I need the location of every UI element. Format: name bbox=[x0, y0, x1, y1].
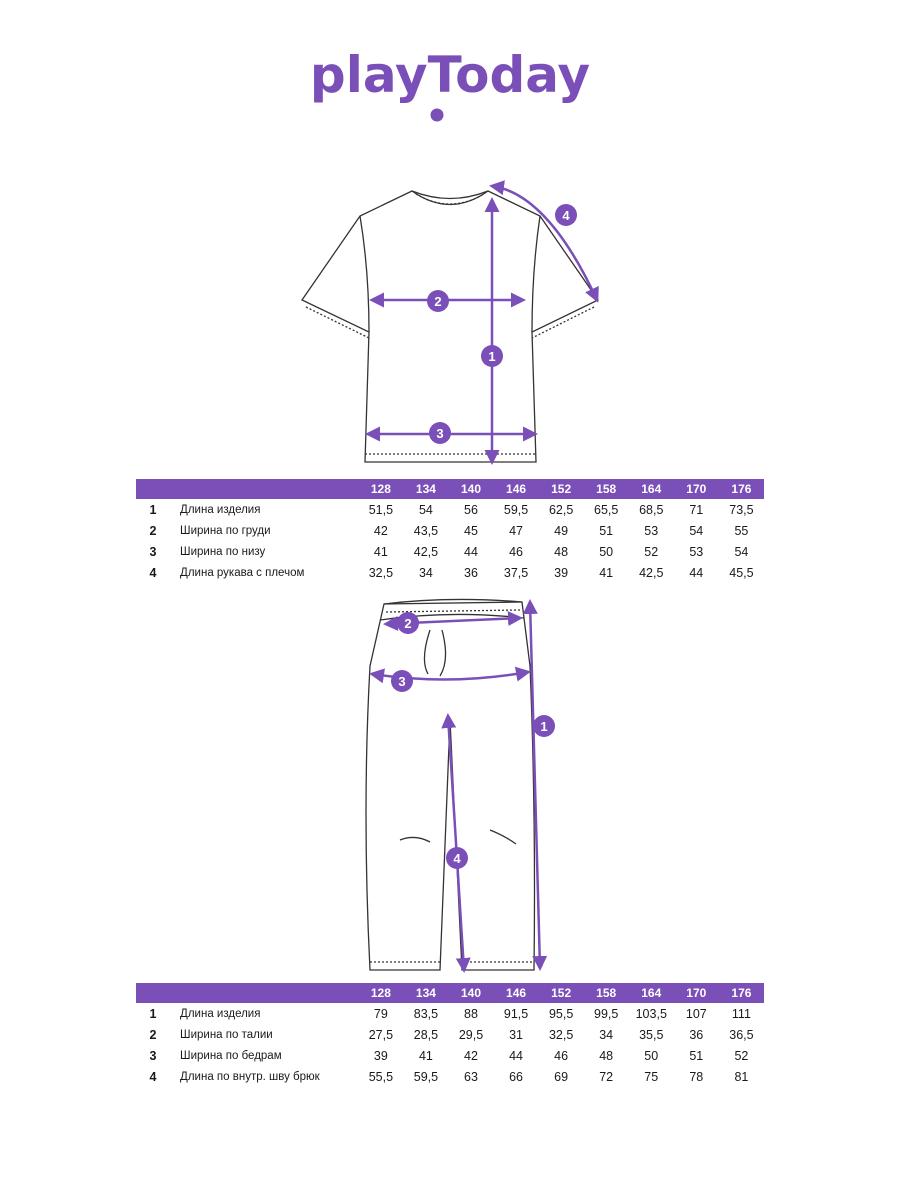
table-row: 1 Длина изделия 51,5 54 56 59,5 62,5 65,5 68,5 71 73,5 bbox=[149, 502, 754, 517]
marker-4 bbox=[555, 204, 577, 226]
marker-3 bbox=[429, 422, 451, 444]
marker-2 bbox=[397, 612, 419, 634]
size-header: 176 bbox=[719, 983, 764, 1003]
pants-size-table bbox=[136, 983, 764, 1087]
size-header: 140 bbox=[448, 479, 493, 499]
table-row: 2 Ширина по груди 42 43,5 45 47 49 51 53 54 55 bbox=[149, 523, 749, 538]
size-header: 146 bbox=[494, 983, 539, 1003]
svg-text:1: 1 bbox=[488, 349, 496, 364]
marker-1 bbox=[481, 345, 503, 367]
size-header: 170 bbox=[674, 983, 719, 1003]
size-header: 152 bbox=[539, 983, 584, 1003]
svg-text:2: 2 bbox=[434, 294, 442, 309]
size-header: 146 bbox=[494, 479, 539, 499]
size-header: 134 bbox=[403, 983, 448, 1003]
svg-text:3: 3 bbox=[398, 674, 406, 689]
marker-3 bbox=[391, 670, 413, 692]
tshirt-drawing bbox=[280, 170, 620, 475]
table-row: 3 Ширина по низу 41 42,5 44 46 48 50 52 53 54 bbox=[149, 544, 749, 559]
tshirt-outline-icon bbox=[302, 191, 598, 462]
table-row: 3 Ширина по бедрам 39 41 42 44 46 48 50 51 52 bbox=[149, 1048, 749, 1063]
tshirt-size-table bbox=[136, 479, 764, 583]
size-header: 158 bbox=[584, 983, 629, 1003]
svg-text:3: 3 bbox=[436, 426, 444, 441]
table-row: 4 Длина рукава с плечом 32,5 34 36 37,5 39 41 42,5 44 45,5 bbox=[149, 565, 754, 580]
size-header: 158 bbox=[584, 479, 629, 499]
size-header: 164 bbox=[629, 983, 674, 1003]
table-header bbox=[136, 983, 764, 1003]
marker-1 bbox=[533, 715, 555, 737]
size-header: 140 bbox=[448, 983, 493, 1003]
table-header bbox=[136, 479, 764, 499]
svg-text:1: 1 bbox=[540, 719, 548, 734]
pants-outline-icon bbox=[366, 599, 535, 970]
size-header: 170 bbox=[674, 479, 719, 499]
table-row: 2 Ширина по талии 27,5 28,5 29,5 31 32,5 34 35,5 36 36,5 bbox=[149, 1027, 754, 1042]
table-row: 4 Длина по внутр. шву брюк 55,5 59,5 63 66 69 72 75 78 81 bbox=[149, 1069, 749, 1084]
size-header: 128 bbox=[358, 983, 403, 1003]
logo-dot-icon bbox=[431, 109, 444, 122]
marker-2 bbox=[427, 290, 449, 312]
size-header: 134 bbox=[403, 479, 448, 499]
pants-drawing bbox=[340, 590, 580, 980]
brand-logo bbox=[0, 40, 900, 140]
size-header: 164 bbox=[629, 479, 674, 499]
size-header: 176 bbox=[719, 479, 764, 499]
table-row: 1 Длина изделия 79 83,5 88 91,5 95,5 99,5 103,5 107 111 bbox=[149, 1006, 751, 1021]
svg-text:2: 2 bbox=[404, 616, 412, 631]
size-header: 128 bbox=[358, 479, 403, 499]
marker-4 bbox=[446, 847, 468, 869]
svg-text:4: 4 bbox=[562, 208, 570, 223]
logo-text: playToday bbox=[309, 46, 591, 104]
svg-text:4: 4 bbox=[453, 851, 461, 866]
size-header: 152 bbox=[539, 479, 584, 499]
